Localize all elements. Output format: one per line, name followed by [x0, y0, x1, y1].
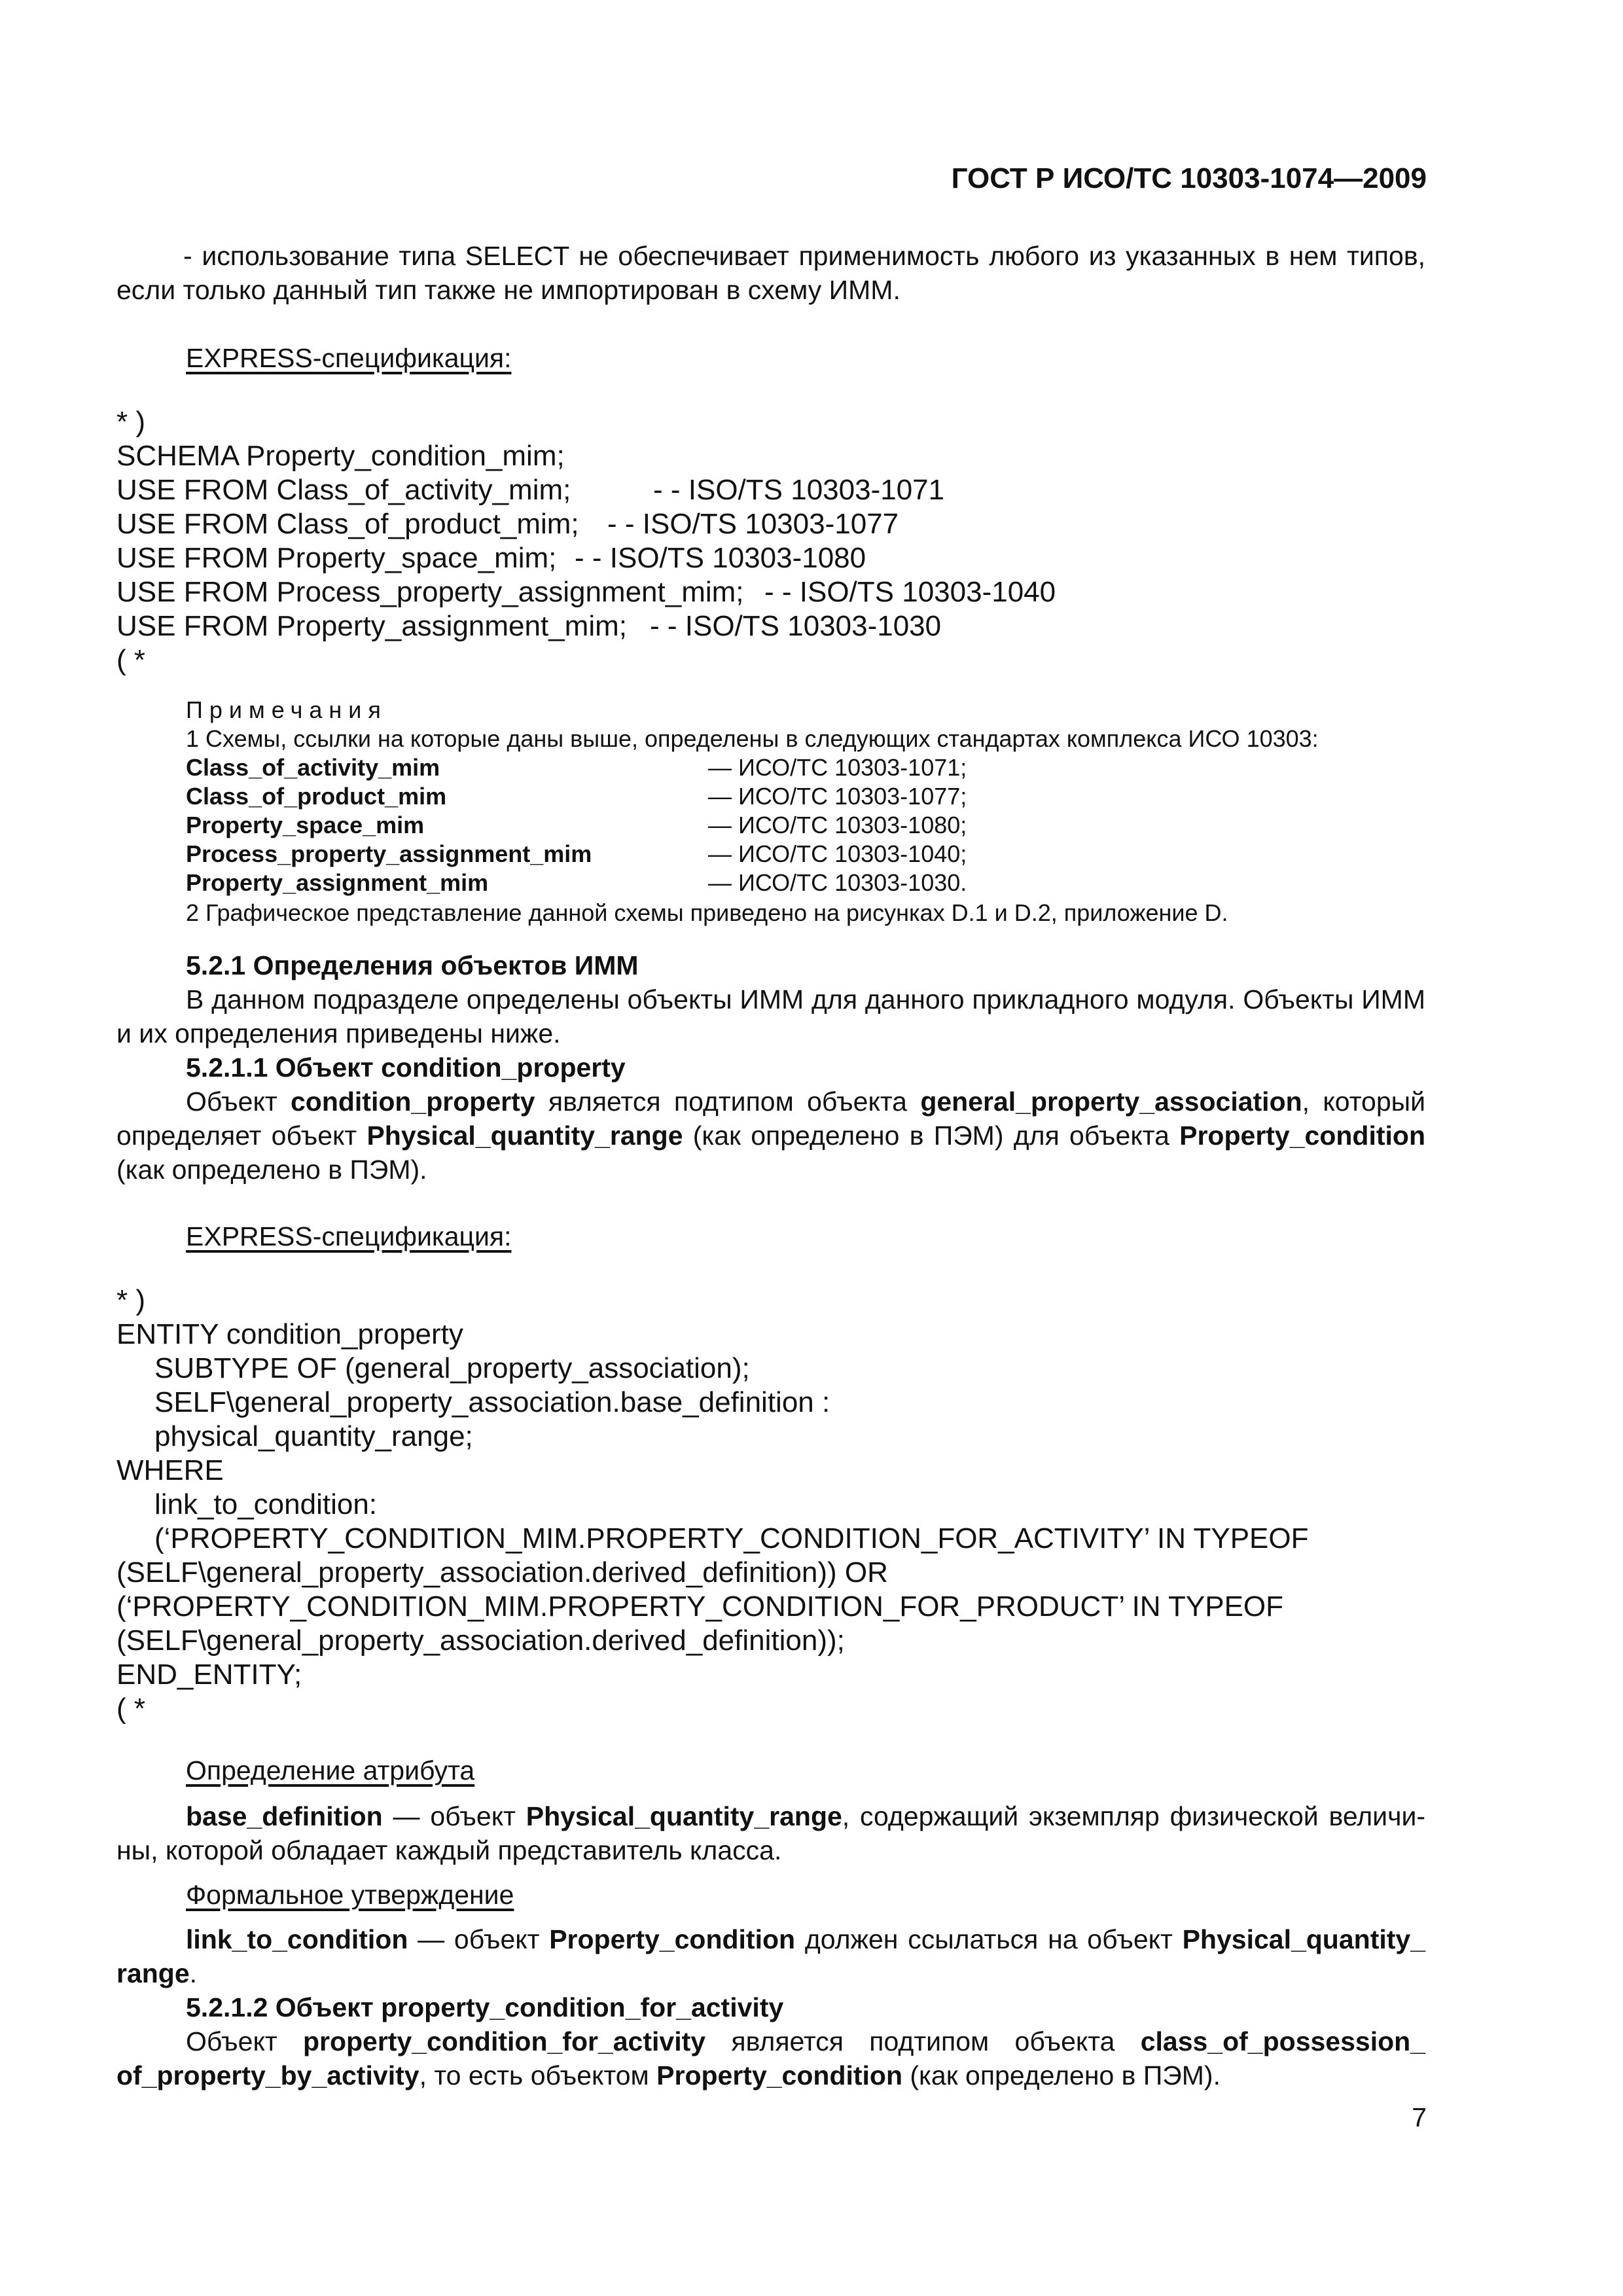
- paragraph-line: link_to_condition — объект Property_condition должен ссылаться на объект Physical_quantity_: [116, 1924, 1425, 1955]
- entity-code-line: (SELF\general_property_association.derived_definition));: [116, 1624, 845, 1657]
- section-heading-5-2-1-1: 5.2.1.1 Объект condition_property: [186, 1052, 626, 1083]
- entity-name: Property_condition: [656, 2060, 903, 2090]
- entity-name: Physical_quantity_range: [526, 1801, 842, 1831]
- note-ref-standard: — ИСО/ТС 10303-1080;: [708, 812, 967, 838]
- entity-code-line: (SELF\general_property_association.derived_definition)) OR: [116, 1556, 888, 1588]
- entity-code-line: link_to_condition:: [154, 1488, 378, 1520]
- use-from-line: USE FROM Property_assignment_mim; - - ISO/TS 10303-1030: [116, 610, 942, 642]
- section-heading-5-2-1-2: 5.2.1.2 Объект property_condition_for_activity: [186, 1992, 784, 2022]
- paragraph-line: определяет объект Physical_quantity_range (как определено в ПЭМ) для объекта Property_condition: [116, 1121, 1425, 1151]
- code-close-comment: ( *: [116, 644, 145, 676]
- attribute-name: base_definition: [186, 1801, 383, 1831]
- note-ref-standard: — ИСО/ТС 10303-1030.: [708, 869, 967, 896]
- entity-code-line: * ): [116, 1284, 145, 1316]
- note-2: 2 Графическое представление данной схемы приведено на рисунках D.1 и D.2, приложение D.: [186, 899, 1228, 926]
- rule-name: link_to_condition: [186, 1924, 408, 1954]
- document-header: ГОСТ Р ИСО/ТС 10303-1074—2009: [951, 162, 1427, 194]
- section-heading-5-2-1: 5.2.1 Определения объектов ИММ: [186, 950, 639, 980]
- paragraph-line: Объект property_condition_for_activity является подтипом объекта class_of_possession_: [186, 2026, 1425, 2056]
- paragraph-line: ны, которой обладает каждый представитель класса.: [116, 1835, 782, 1865]
- intro-line-2: если только данный тип также не импортирован в схему ИММ.: [116, 275, 901, 305]
- entity-code-line: SUBTYPE OF (general_property_association);: [154, 1352, 750, 1384]
- note-ref-standard: — ИСО/ТС 10303-1077;: [708, 783, 967, 810]
- note-ref-name: Process_property_assignment_mim: [186, 840, 592, 867]
- entity-name: condition_property: [290, 1086, 535, 1117]
- attribute-definition-heading: Определение атрибута: [186, 1755, 475, 1785]
- paragraph-line: of_property_by_activity, то есть объектом Property_condition (как определено в ПЭМ).: [116, 2060, 1221, 2090]
- paragraph-line: Объект condition_property является подтипом объекта general_property_association, который: [186, 1086, 1425, 1117]
- intro-line-1: - использование типа SELECT не обеспечивает применимость любого из указанных в нем типов,: [183, 241, 1425, 271]
- entity-name: of_property_by_activity: [116, 2060, 419, 2090]
- entity-code-line: SELF\general_property_association.base_definition :: [154, 1386, 830, 1418]
- entity-name: property_condition_for_activity: [302, 2026, 706, 2056]
- notes-title: Примечания: [186, 696, 387, 723]
- entity-code-line: WHERE: [116, 1454, 224, 1486]
- entity-name: Property_condition: [1179, 1121, 1425, 1151]
- entity-code-line: END_ENTITY;: [116, 1659, 302, 1691]
- use-from-line: USE FROM Property_space_mim; - - ISO/TS 10303-1080: [116, 542, 866, 574]
- use-from-line: USE FROM Process_property_assignment_mim; - - ISO/TS 10303-1040: [116, 576, 1056, 608]
- use-from-line: USE FROM Class_of_activity_mim; - - ISO/TS 10303-1071: [116, 474, 945, 506]
- entity-name: class_of_possession_: [1140, 2026, 1425, 2056]
- entity-code-line: ( *: [116, 1693, 145, 1725]
- paragraph-line: В данном подразделе определены объекты ИММ для данного прикладного модуля. Объекты ИММ: [186, 984, 1425, 1014]
- code-open-comment: * ): [116, 406, 145, 438]
- schema-declaration: SCHEMA Property_condition_mim;: [116, 440, 565, 472]
- paragraph-line: (как определено в ПЭМ).: [116, 1155, 427, 1185]
- entity-code-line: (‘PROPERTY_CONDITION_MIM.PROPERTY_CONDITION_FOR_PRODUCT’ IN TYPEOF: [116, 1590, 1284, 1623]
- note-ref-name: Property_assignment_mim: [186, 869, 489, 896]
- note-ref-name: Class_of_product_mim: [186, 783, 447, 810]
- note-ref-standard: — ИСО/ТС 10303-1040;: [708, 840, 967, 867]
- express-spec-label-1: EXPRESS-спецификация:: [186, 343, 512, 373]
- paragraph-line: range.: [116, 1958, 198, 1988]
- note-ref-standard: — ИСО/ТС 10303-1071;: [708, 754, 967, 781]
- paragraph-line: base_definition — объект Physical_quantity_range, содержащий экземпляр физической величи-: [116, 1801, 1425, 1832]
- page-number: 7: [1412, 2102, 1427, 2132]
- entity-name: Property_condition: [549, 1924, 796, 1954]
- note-1: 1 Схемы, ссылки на которые даны выше, определены в следующих стандартах комплекса ИСО 10303:: [186, 725, 1319, 752]
- express-spec-label-2: EXPRESS-спецификация:: [186, 1221, 512, 1251]
- entity-name: general_property_association: [920, 1086, 1302, 1117]
- note-ref-name: Class_of_activity_mim: [186, 754, 440, 781]
- note-ref-name: Property_space_mim: [186, 812, 425, 838]
- entity-code-line: physical_quantity_range;: [154, 1420, 473, 1452]
- entity-name: range: [116, 1958, 190, 1988]
- formal-proposition-heading: Формальное утверждение: [186, 1880, 514, 1910]
- entity-code-line: (‘PROPERTY_CONDITION_MIM.PROPERTY_CONDITION_FOR_ACTIVITY’ IN TYPEOF: [154, 1522, 1309, 1554]
- entity-code-line: ENTITY condition_property: [116, 1318, 463, 1350]
- entity-name: Physical_quantity_range: [366, 1121, 683, 1151]
- entity-name: Physical_quantity_: [1182, 1924, 1426, 1954]
- use-from-line: USE FROM Class_of_product_mim; - - ISO/TS 10303-1077: [116, 508, 899, 540]
- paragraph-line: и их определения приведены ниже.: [116, 1018, 561, 1049]
